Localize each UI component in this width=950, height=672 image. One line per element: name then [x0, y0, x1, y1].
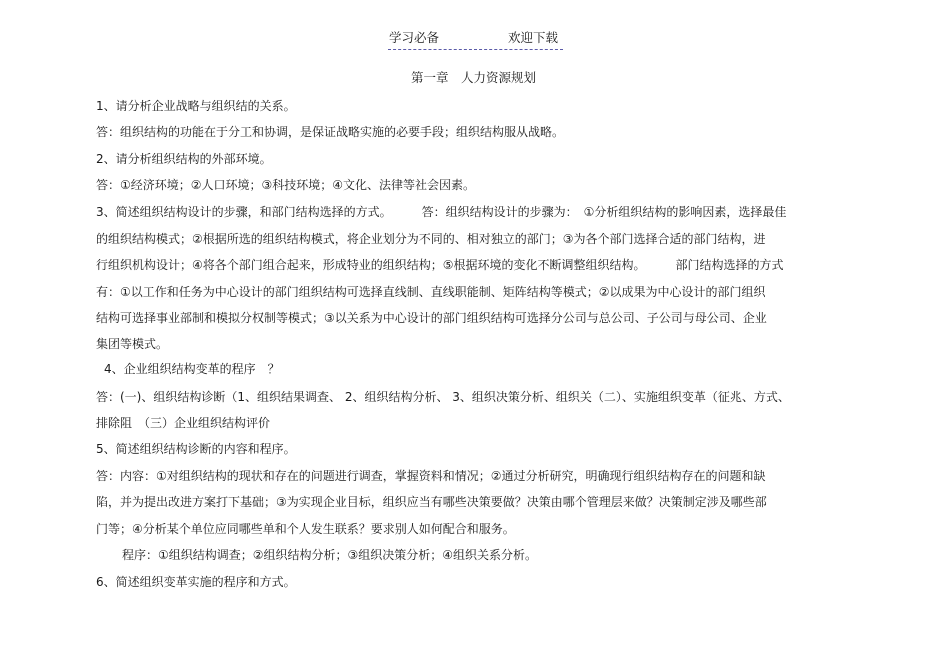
chapter-title: 第一章 人力资源规划 [411, 70, 537, 85]
text-line: 1、请分析企业战略与组织结的关系。 [96, 99, 296, 113]
text-line: 有：①以工作和任务为中心设计的部门组织结构可选择直线制、直线职能制、矩阵结构等模式；②以成果为中心设计的部门组织 [96, 285, 766, 299]
text-line: 答：内容：①对组织结构的现状和存在的问题进行调查，掌握资料和情况；②通过分析研究，明确现行组织结构存在的问题和缺 [96, 469, 766, 483]
page-header [388, 29, 563, 50]
text-line: 集团等模式。 [96, 337, 169, 351]
header-right-text: 欢迎下载 [508, 30, 559, 45]
header-left-text: 学习必备 [389, 30, 440, 45]
text-line: 行组织机构设计；④将各个部门组合起来，形成特业的组织结构；⑤根据环境的变化不断调整组织结构。 部门结构选择的方式 [96, 258, 784, 272]
text-line: 答：(一)、组织结构诊断（1、组织结果调查、 2、组织结构分析、 3、组织决策分析、组织关（二）、实施组织变革（征兆、方式、 [96, 390, 790, 404]
text-line: 2、请分析组织结构的外部环境。 [96, 152, 272, 166]
text-line: 4、企业组织结构变革的程序 ？ [104, 362, 280, 376]
text-line: 5、简述组织结构诊断的内容和程序。 [96, 442, 296, 456]
text-line: 排除阻 （三）企业组织结构评价 [96, 416, 271, 430]
text-line: 门等；④分析某个单位应同哪些单和个人发生联系？要求别人如何配合和服务。 [96, 522, 515, 536]
text-line: 答：组织结构的功能在于分工和协调，是保证战略实施的必要手段；组织结构服从战略。 [96, 125, 565, 139]
text-line: 陷，并为提出改进方案打下基础；③为实现企业目标，组织应当有哪些决策要做？决策由哪个管理层来做？决策制定涉及哪些部 [96, 495, 767, 509]
text-line: 的组织结构模式；②根据所选的组织结构模式，将企业划分为不同的、相对独立的部门；③为各个部门选择合适的部门结构，进 [96, 232, 766, 246]
text-line: 结构可选择事业部制和模拟分权制等模式；③以关系为中心设计的部门组织结构可选择分公司与总公司、子公司与母公司、企业 [96, 311, 767, 325]
text-line: 答：①经济环境；②人口环境；③科技环境；④文化、法律等社会因素。 [96, 178, 476, 192]
text-line: 6、简述组织变革实施的程序和方式。 [96, 575, 296, 589]
text-line: 程序：①组织结构调查；②组织结构分析；③组织决策分析；④组织关系分析。 [122, 548, 538, 562]
text-line: 3、简述组织结构设计的步骤，和部门结构选择的方式。 答：组织结构设计的步骤为： ①分析组织结构的影响因素，选择最佳 [96, 205, 787, 219]
